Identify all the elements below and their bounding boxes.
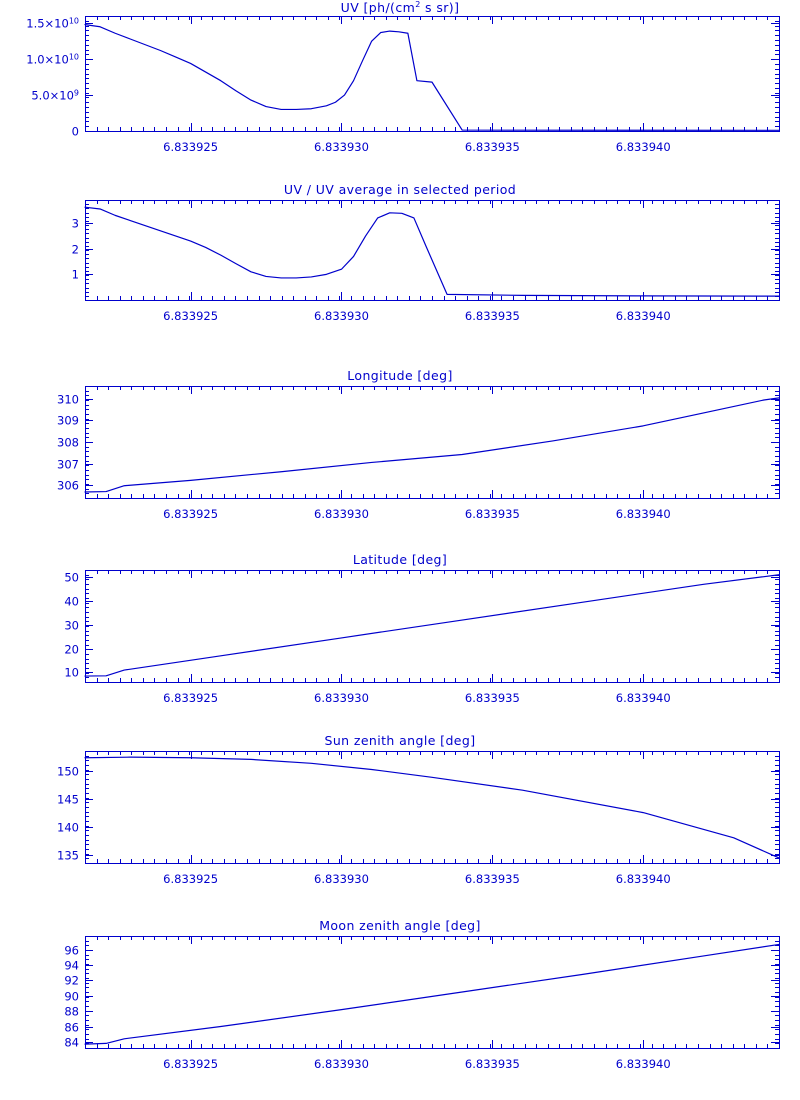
data-series-line	[85, 944, 779, 1044]
y-tick-label: 40	[64, 594, 79, 609]
plot-area	[0, 918, 800, 1071]
y-tick-label: 94	[64, 958, 79, 973]
y-tick-label: 0	[71, 124, 79, 139]
y-tick-label: 50	[64, 570, 79, 585]
x-tick-label: 6.833940	[615, 1057, 671, 1071]
y-tick-label: 1	[71, 267, 79, 282]
data-series-line	[85, 757, 779, 858]
x-tick-label: 6.833940	[615, 691, 671, 705]
y-tick-label: 2	[71, 242, 79, 257]
x-tick-label: 6.833930	[314, 140, 369, 154]
x-tick-label: 6.833935	[464, 1057, 520, 1071]
chart-panel-2	[0, 182, 800, 337]
y-tick-label: 3	[71, 216, 79, 231]
y-tick-label: 140	[57, 820, 79, 835]
x-tick-label: 6.833930	[314, 309, 369, 323]
x-tick-label: 6.833935	[464, 140, 520, 154]
plot-area	[0, 733, 800, 886]
data-series-line	[85, 398, 779, 492]
y-tick-label: 92	[64, 973, 79, 988]
y-tick-label: $1.5\times 10^{10}$	[26, 16, 79, 31]
chart-panel-4	[0, 552, 800, 705]
y-tick-label: $1.0\times 10^{10}$	[26, 52, 79, 67]
chart-panel-5	[0, 733, 800, 886]
chart-panel-1	[0, 0, 800, 168]
panel-title: Latitude [deg]	[352, 552, 448, 567]
panel-title: Sun zenith angle [deg]	[324, 733, 476, 748]
x-tick-label: 6.833930	[314, 507, 369, 521]
y-tick-label: 309	[57, 413, 79, 428]
x-tick-label: 6.833935	[464, 872, 520, 886]
data-series-line	[85, 25, 779, 131]
y-tick-label: 150	[57, 764, 79, 779]
x-tick-label: 6.833940	[615, 140, 671, 154]
y-tick-label: 135	[57, 848, 79, 863]
x-tick-label: 6.833925	[163, 507, 219, 521]
x-tick-label: 6.833935	[464, 691, 520, 705]
x-tick-label: 6.833935	[464, 309, 520, 323]
y-tick-label: 20	[64, 642, 79, 657]
x-tick-label: 6.833925	[163, 309, 219, 323]
data-series-line	[85, 207, 779, 296]
x-tick-label: 6.833940	[615, 872, 671, 886]
plot-area	[0, 182, 800, 335]
x-tick-label: 6.833925	[163, 691, 219, 705]
x-tick-label: 6.833930	[314, 872, 369, 886]
y-tick-label: 306	[57, 478, 79, 493]
panel-title: UV / UV average in selected period	[283, 182, 517, 197]
y-tick-label: 96	[64, 943, 79, 958]
plot-area	[0, 368, 800, 533]
y-tick-label: 310	[57, 392, 79, 407]
plot-area	[0, 552, 800, 705]
x-tick-label: 6.833940	[615, 507, 671, 521]
y-tick-label: 10	[64, 665, 79, 680]
x-tick-label: 6.833930	[314, 1057, 369, 1071]
chart-panel-6	[0, 918, 800, 1071]
panel-title: Longitude [deg]	[347, 368, 453, 383]
y-tick-label: 308	[57, 435, 79, 450]
chart-panel-3	[0, 368, 800, 535]
plot-area	[0, 0, 800, 166]
panel-title: Moon zenith angle [deg]	[319, 918, 481, 933]
x-tick-label: 6.833940	[615, 309, 671, 323]
data-series-line	[85, 575, 779, 676]
y-tick-label: 30	[64, 618, 79, 633]
panel-title: UV [$ph/(cm^2$ s sr)]	[340, 0, 460, 16]
y-tick-label: 84	[64, 1035, 79, 1050]
y-tick-label: 145	[57, 792, 79, 807]
x-tick-label: 6.833930	[314, 691, 369, 705]
y-tick-label: 307	[57, 457, 79, 472]
x-tick-label: 6.833935	[464, 507, 520, 521]
y-tick-label: 86	[64, 1020, 79, 1035]
y-tick-label: 88	[64, 1004, 79, 1019]
y-tick-label: $5.0\times 10^9$	[31, 88, 79, 103]
x-tick-label: 6.833925	[163, 1057, 219, 1071]
x-tick-label: 6.833925	[163, 140, 219, 154]
y-tick-label: 90	[64, 989, 79, 1004]
x-tick-label: 6.833925	[163, 872, 219, 886]
